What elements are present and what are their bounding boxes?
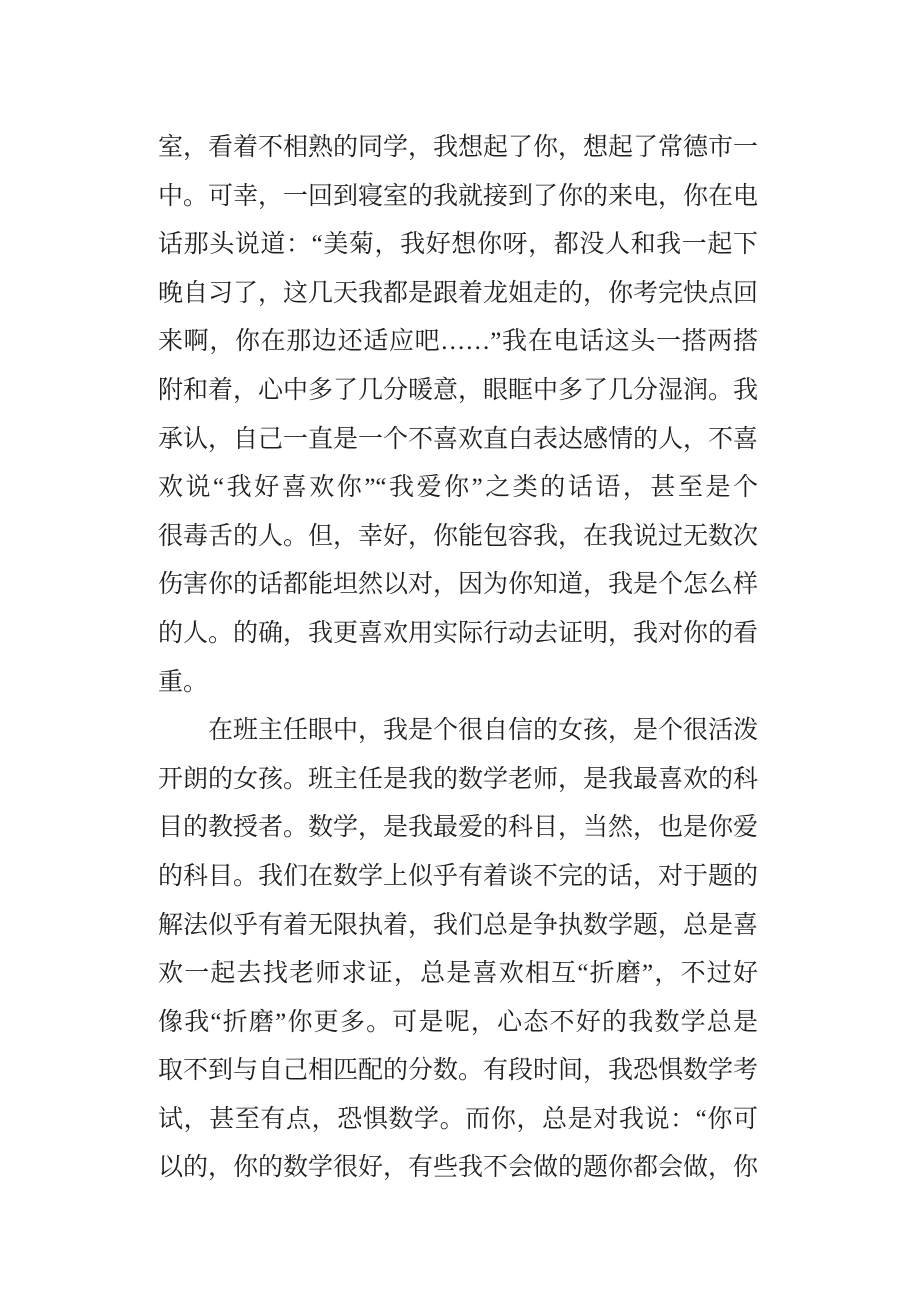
text-line: 来啊，你在那边还适应吧……”我在电话这头一搭两搭 [158,328,758,356]
text-line: 的人。的确，我更喜欢用实际行动去证明，我对你的看 [158,619,758,647]
text-line: 开朗的女孩。班主任是我的数学老师，是我最喜欢的科 [158,765,758,793]
text-line: 像我“折磨”你更多。可是呢，心态不好的我数学总是 [158,1008,758,1036]
text-line: 目的教授者。数学，是我最爱的科目，当然，也是你爱 [158,814,758,842]
text-line: 话那头说道：“美菊，我好想你呀，都没人和我一起下 [158,231,758,259]
text-line: 取不到与自己相匹配的分数。有段时间，我恐惧数学考 [158,1057,758,1085]
text-line: 中。可幸，一回到寝室的我就接到了你的来电，你在电 [158,182,758,210]
paragraph [158,707,758,1193]
text-line: 欢说“我好喜欢你”“我爱你”之类的话语，甚至是个 [158,474,758,502]
text-line: 解法似乎有着无限执着，我们总是争执数学题，总是喜 [158,911,758,939]
text-line: 很毒舌的人。但，幸好，你能包容我，在我说过无数次 [158,522,758,550]
text-line: 试，甚至有点，恐惧数学。而你，总是对我说：“你可 [158,1105,758,1133]
text-line: 的科目。我们在数学上似乎有着谈不完的话，对于题的 [158,862,758,890]
text-line: 伤害你的话都能坦然以对，因为你知道，我是个怎么样 [158,571,758,599]
paragraph [158,124,758,707]
text-line: 晚自习了，这几天我都是跟着龙姐走的，你考完快点回 [158,279,758,307]
document-text-block [158,124,758,1193]
text-line: 在班主任眼中，我是个很自信的女孩，是个很活泼 [208,717,758,745]
text-line: 附和着，心中多了几分暖意，眼眶中多了几分湿润。我 [158,376,758,404]
text-line: 重。 [158,668,209,696]
text-line: 承认，自己一直是一个不喜欢直白表达感情的人，不喜 [158,425,758,453]
text-line: 室，看着不相熟的同学，我想起了你，想起了常德市一 [158,134,758,161]
text-line: 以的，你的数学很好，有些我不会做的题你都会做，你 [158,1154,758,1182]
text-line: 欢一起去找老师求证，总是喜欢相互“折磨”，不过好 [158,960,758,988]
